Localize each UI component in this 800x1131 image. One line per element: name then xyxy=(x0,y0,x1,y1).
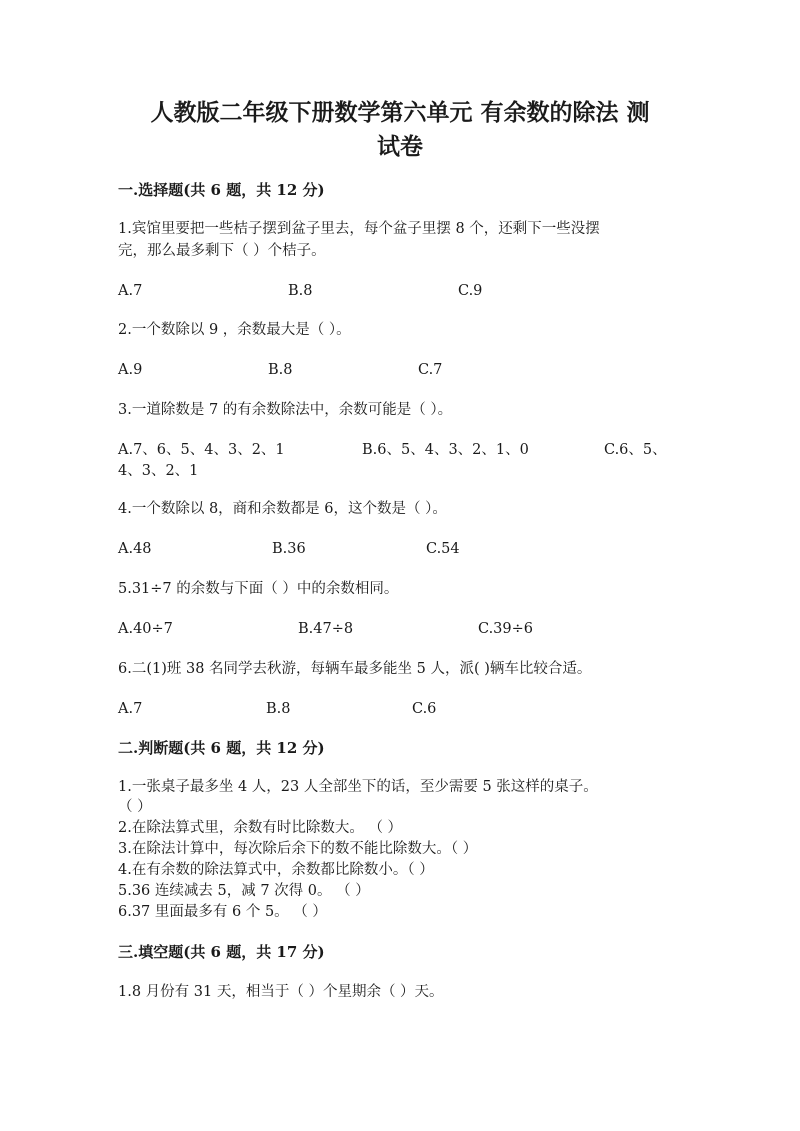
judge-item: 6.37 里面最多有 6 个 5。 （ ） xyxy=(118,904,327,920)
question-text: 5.31÷7 的余数与下面（ ）中的余数相同。 xyxy=(118,581,399,597)
judge-item: 4.在有余数的除法算式中，余数都比除数小。（ ） xyxy=(118,862,434,878)
option-b: B.8 xyxy=(268,362,293,378)
question-text: 完，那么最多剩下（ ）个桔子。 xyxy=(118,243,326,259)
title-line-2: 试卷 xyxy=(377,133,423,160)
question-text: 3.一道除数是 7 的有余数除法中，余数可能是（ ）。 xyxy=(118,402,453,418)
option-a: A.48 xyxy=(118,541,152,557)
judge-item: 2.在除法算式里，余数有时比除数大。 （ ） xyxy=(118,820,403,836)
judge-item: （ ） xyxy=(118,799,152,815)
question-text: 6.二(1)班 38 名同学去秋游，每辆车最多能坐 5 人，派( )辆车比较合适。 xyxy=(118,661,592,677)
page-title xyxy=(110,96,690,164)
judge-item: 1.一张桌子最多坐 4 人，23 人全部坐下的话，至少需要 5 张这样的桌子。 xyxy=(118,779,598,795)
title-line-1: 人教版二年级下册数学第六单元 有余数的除法 测 xyxy=(150,99,650,126)
option-c: C.6、5、 xyxy=(604,442,667,458)
option-a: A.7 xyxy=(118,701,143,717)
option-a: A.40÷7 xyxy=(118,621,173,637)
option-b: B.8 xyxy=(288,283,313,299)
option-a: A.9 xyxy=(118,362,143,378)
option-a: A.7、6、5、4、3、2、1 xyxy=(118,442,285,458)
option-c: C.9 xyxy=(458,283,483,299)
option-b: B.8 xyxy=(266,701,291,717)
option-b: B.36 xyxy=(272,541,306,557)
option-c: C.39÷6 xyxy=(478,621,534,637)
option-c: C.6 xyxy=(412,701,437,717)
judge-item: 5.36 连续减去 5，减 7 次得 0。 （ ） xyxy=(118,883,370,899)
question-text: 1.宾馆里要把一些桔子摆到盆子里去，每个盆子里摆 8 个，还剩下一些没摆 xyxy=(118,221,600,237)
option-c: C.54 xyxy=(426,541,460,557)
option-c-continued: 4、3、2、1 xyxy=(118,463,199,479)
section-heading-fill: 三.填空题(共 6 题，共 17 分) xyxy=(118,943,325,961)
fill-item: 1.8 月份有 31 天，相当于（ ）个星期余（ ）天。 xyxy=(118,984,444,1000)
judge-item: 3.在除法计算中，每次除后余下的数不能比除数大。（ ） xyxy=(118,841,478,857)
question-text: 4.一个数除以 8，商和余数都是 6，这个数是（ ）。 xyxy=(118,501,447,517)
option-b: B.6、5、4、3、2、1、0 xyxy=(362,442,529,458)
section-heading-choice: 一.选择题(共 6 题，共 12 分) xyxy=(118,181,325,199)
question-text: 2.一个数除以 9 ，余数最大是（ ）。 xyxy=(118,322,351,338)
option-c: C.7 xyxy=(418,362,443,378)
option-b: B.47÷8 xyxy=(298,621,354,637)
section-heading-judge: 二.判断题(共 6 题，共 12 分) xyxy=(118,739,325,757)
option-a: A.7 xyxy=(118,283,143,299)
